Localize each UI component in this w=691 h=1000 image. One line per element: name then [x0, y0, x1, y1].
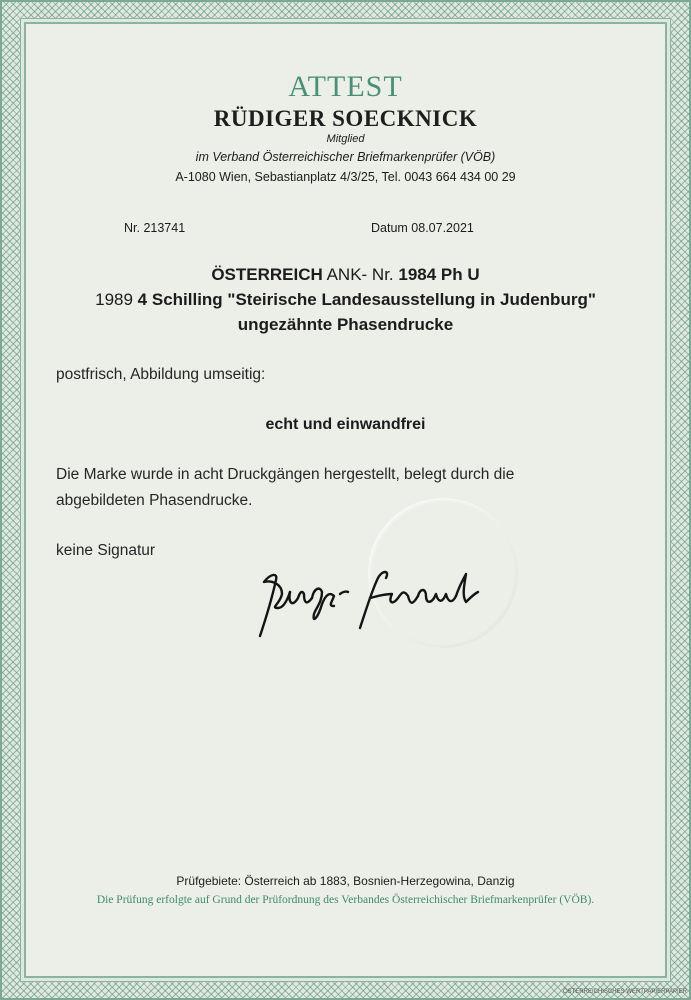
- member-label: Mitglied: [326, 133, 365, 145]
- testing-rules: Die Prüfung erfolgte auf Grund der Prüfordnung des Verbandes Österreichischer Briefmarkenprüfer (VÖB).: [96, 894, 595, 906]
- paper-printer-note: ÖSTERREICHISCHES WERTPAPIERPAPIER: [562, 989, 687, 995]
- stamp-catalog-line: [2, 265, 689, 285]
- issuer-address: A-1080 Wien, Sebastianplatz 4/3/25, Tel. 0043 664 434 00 29: [175, 170, 516, 184]
- certificate-number: Nr. 213741: [124, 221, 186, 235]
- handwritten-signature: [242, 558, 482, 648]
- catalog-number: 1984 Ph U: [398, 265, 480, 284]
- condition-text: postfrisch, Abbildung umseitig:: [56, 366, 266, 383]
- issuer-name: RÜDIGER SOECKNICK: [213, 106, 478, 131]
- association-name: im Verband Österreichischer Briefmarkenprüfer (VÖB): [195, 150, 496, 164]
- signature-note: keine Signatur: [56, 542, 156, 559]
- catalog-prefix: ANK- Nr.: [326, 265, 394, 284]
- certificate-title: ATTEST: [288, 70, 403, 103]
- stamp-year: 1989: [95, 290, 133, 309]
- stamp-country: ÖSTERREICH: [211, 265, 323, 284]
- stamp-description-line: [2, 290, 689, 310]
- certificate-date: Datum 08.07.2021: [371, 221, 474, 235]
- note-line-1: Die Marke wurde in acht Druckgängen hergestellt, belegt durch die: [56, 466, 515, 483]
- verdict-text: echt und einwandfrei: [265, 416, 426, 433]
- stamp-variant: ungezähnte Phasendrucke: [237, 315, 454, 334]
- note-line-2: abgebildeten Phasendrucke.: [56, 492, 253, 509]
- stamp-description: 4 Schilling "Steirische Landesausstellung in Judenburg": [137, 290, 596, 309]
- testing-areas: Prüfgebiete: Österreich ab 1883, Bosnien-Herzegowina, Danzig: [176, 874, 515, 888]
